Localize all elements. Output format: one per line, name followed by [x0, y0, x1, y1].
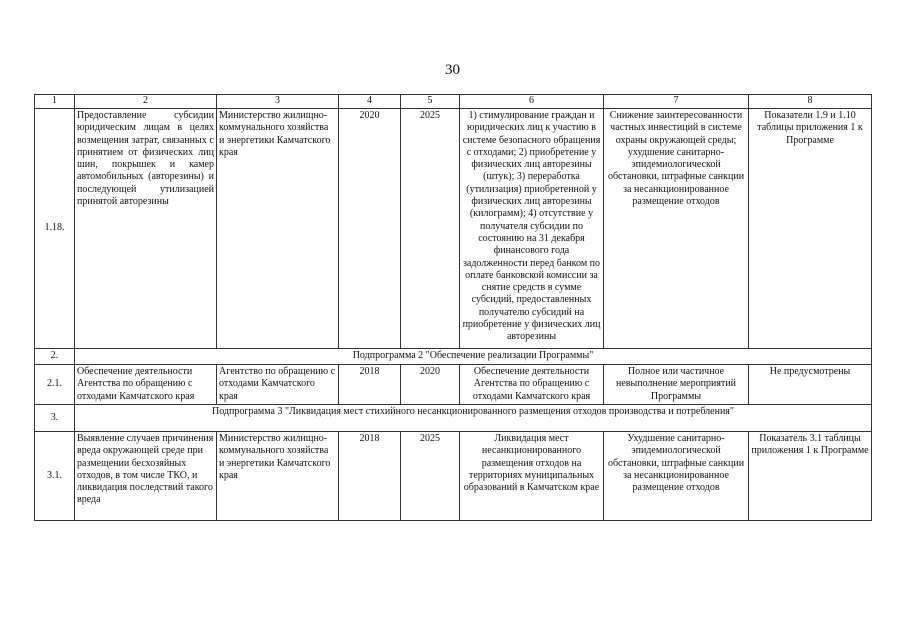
table-row	[35, 365, 872, 405]
header-cell: 5	[401, 95, 460, 109]
row-number: 2.1.	[35, 365, 75, 405]
result-cell: Ликвидация мест несанкционированного размещения отходов на территориях муниципальных образований в Камчатском крае	[460, 432, 604, 521]
row-number: 1.18.	[35, 109, 75, 349]
executor-cell: Министерство жилищно-коммунального хозяйства и энергетики Камчатского края	[217, 109, 339, 349]
measure-cell: Обеспечение деятельности Агентства по обращению с отходами Камчатского края	[75, 365, 217, 405]
table-row	[35, 109, 872, 349]
consequences-cell: Снижение заинтересованности частных инвестиций в системе охраны окружающей среды; ухудшение санитарно-эпидемиологической обстановки, штрафные санкции за несанкционированное размещение отходов	[604, 109, 749, 349]
table-row	[35, 432, 872, 521]
measure-cell: Выявление случаев причинения вреда окружающей среде при размещении бесхозяйных отходов, в том числе ТКО, и ликвидация последствий такого вреда	[75, 432, 217, 521]
header-cell: 8	[749, 95, 872, 109]
end-year-cell: 2025	[401, 432, 460, 521]
program-measures-table	[34, 94, 872, 521]
executor-cell: Министерство жилищно-коммунального хозяйства и энергетики Камчатского края	[217, 432, 339, 521]
page-number: 30	[445, 62, 460, 78]
subprogram-title: Подпрограмма 3 "Ликвидация мест стихийного несанкционированного размещения отходов производства и потребления"	[75, 405, 872, 432]
end-year-cell: 2025	[401, 109, 460, 349]
indicators-cell: Показатель 3.1 таблицы приложения 1 к Программе	[749, 432, 872, 521]
header-cell: 7	[604, 95, 749, 109]
header-cell: 6	[460, 95, 604, 109]
start-year-cell: 2020	[339, 109, 401, 349]
measure-cell: Предоставление субсидии юридическим лицам в целях возмещения затрат, связанных с принятием от физических лиц шин, покрышек и камер автомобильных (авторезины) и последующей утилизацией принятой авторезины	[75, 109, 217, 349]
subprogram-row	[35, 405, 872, 432]
subprogram-row	[35, 349, 872, 365]
header-cell: 3	[217, 95, 339, 109]
row-number: 2.	[35, 349, 75, 365]
consequences-cell: Ухудшение санитарно-эпидемиологической обстановки, штрафные санкции за несанкционированное размещение отходов	[604, 432, 749, 521]
indicators-cell: Показатели 1.9 и 1.10 таблицы приложения 1 к Программе	[749, 109, 872, 349]
row-number: 3.1.	[35, 432, 75, 521]
start-year-cell: 2018	[339, 365, 401, 405]
start-year-cell: 2018	[339, 432, 401, 521]
header-row	[35, 95, 872, 109]
row-number: 3.	[35, 405, 75, 432]
executor-cell: Агентство по обращению с отходами Камчатского края	[217, 365, 339, 405]
header-cell: 2	[75, 95, 217, 109]
result-cell: Обеспечение деятельности Агентства по обращению с отходами Камчатского края	[460, 365, 604, 405]
subprogram-title: Подпрограмма 2 "Обеспечение реализации Программы"	[75, 349, 872, 365]
result-cell: 1) стимулирование граждан и юридических лиц к участию в системе безопасного обращения с отходами; 2) приобретение у физических лиц авторезины (штук); 3) переработка (утилизация) приобретенной у физических лиц авторезины (килограмм); 4) отсутствие у получателя субсидии по состоянию на 31 декабря финансового года задолженности перед банком по оплате банковской комиссии за снятие средств в сумме субсидий, предоставленных получателю субсидий на приобретение у физических лиц авторезины	[460, 109, 604, 349]
header-cell: 4	[339, 95, 401, 109]
header-cell: 1	[35, 95, 75, 109]
end-year-cell: 2020	[401, 365, 460, 405]
indicators-cell: Не предусмотрены	[749, 365, 872, 405]
consequences-cell: Полное или частичное невыполнение мероприятий Программы	[604, 365, 749, 405]
